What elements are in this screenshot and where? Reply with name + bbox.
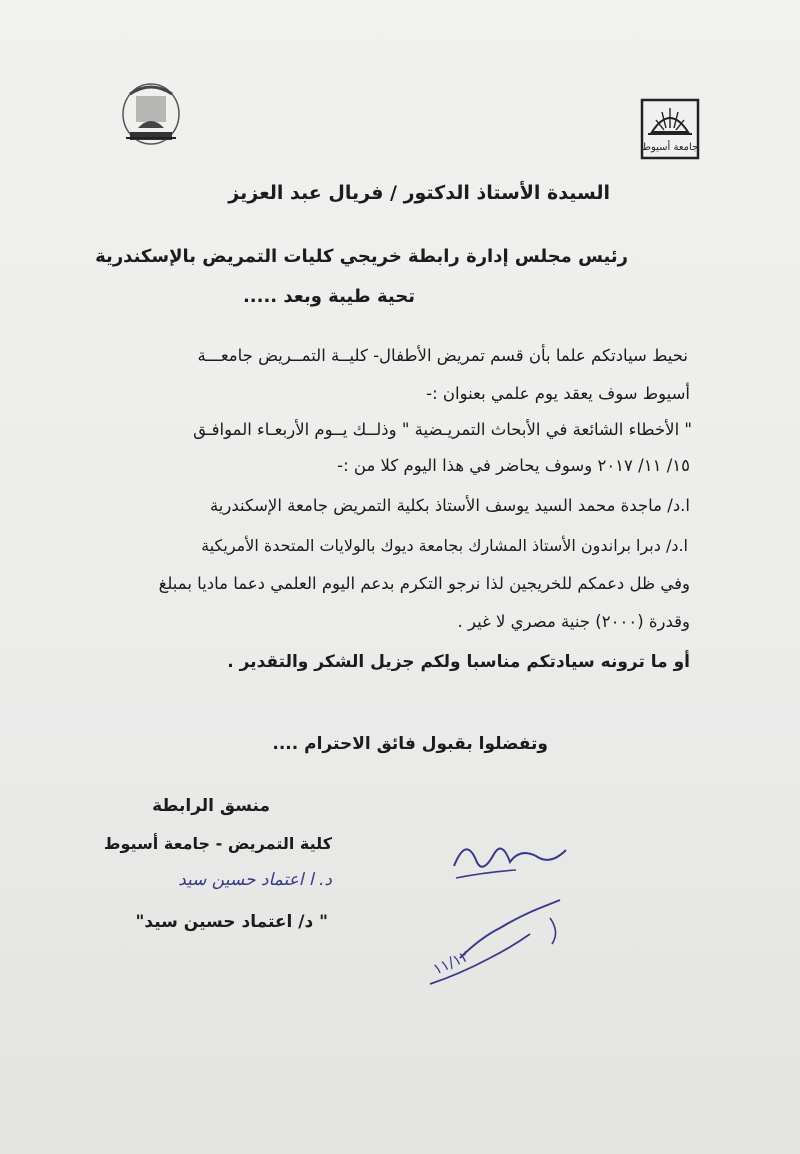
closing-phrase: وتفضلوا بقبول فائق الاحترام .... [272, 734, 548, 754]
body-line-1: نحيط سيادتكم علما بأن قسم تمريض الأطفال- كليــة التمــريض جامعـــة [197, 346, 688, 365]
body-line-4: ١٥/ ١١/ ٢٠١٧ وسوف يحاضر في هذا اليوم كلا من :- [337, 456, 690, 475]
salutation-title: رئيس مجلس إدارة رابطة خريجي كليات التمريض بالإسكندرية [95, 246, 628, 267]
salutation-name: السيدة الأستاذ الدكتور / فريال عبد العزيز [228, 182, 610, 204]
faculty-name: كلية التمريض - جامعة أسيوط [103, 834, 332, 853]
handwritten-date: ١١/١٢ [430, 946, 472, 979]
university-logo [640, 98, 700, 160]
university-logo-text: جامعة أسيوط [641, 142, 699, 153]
body-line-support: وفي ظل دعمكم للخريجين لذا نرجو التكرم بدعم اليوم العلمي دعما ماديا بمبلغ [158, 574, 690, 593]
handwritten-annotation [400, 888, 580, 1002]
faculty-emblem-logo [118, 78, 184, 148]
approval-signature [446, 826, 586, 890]
lecturer-1: ا.د/ ماجدة محمد السيد يوسف الأستاذ بكلية التمريض جامعة الإسكندرية [209, 496, 690, 515]
greeting: تحية طيبة وبعد ..... [242, 286, 415, 307]
body-line-3: " الأخطاء الشائعة في الأبحاث التمريـضية " وذلــك يــوم الأربعـاء الموافـق [193, 420, 692, 439]
coordinator-label: منسق الرابطة [152, 796, 270, 816]
handwritten-signatory-name: د. ا اعتماد حسين سيد [178, 870, 332, 890]
lecturer-2: ا.د/ دبرا براندون الأستاذ المشارك بجامعة ديوك بالولايات المتحدة الأمريكية [201, 536, 688, 555]
signatory-name: " د/ اعتماد حسين سيد" [135, 912, 328, 932]
closing-request: أو ما ترونه سيادتكم مناسبا ولكم جزيل الشكر والتقدير . [227, 652, 690, 672]
body-line-amount: وقدرة (٢٠٠٠) جنية مصري لا غير . [457, 612, 690, 631]
body-line-2: أسيوط سوف يعقد يوم علمي بعنوان :- [426, 384, 690, 403]
